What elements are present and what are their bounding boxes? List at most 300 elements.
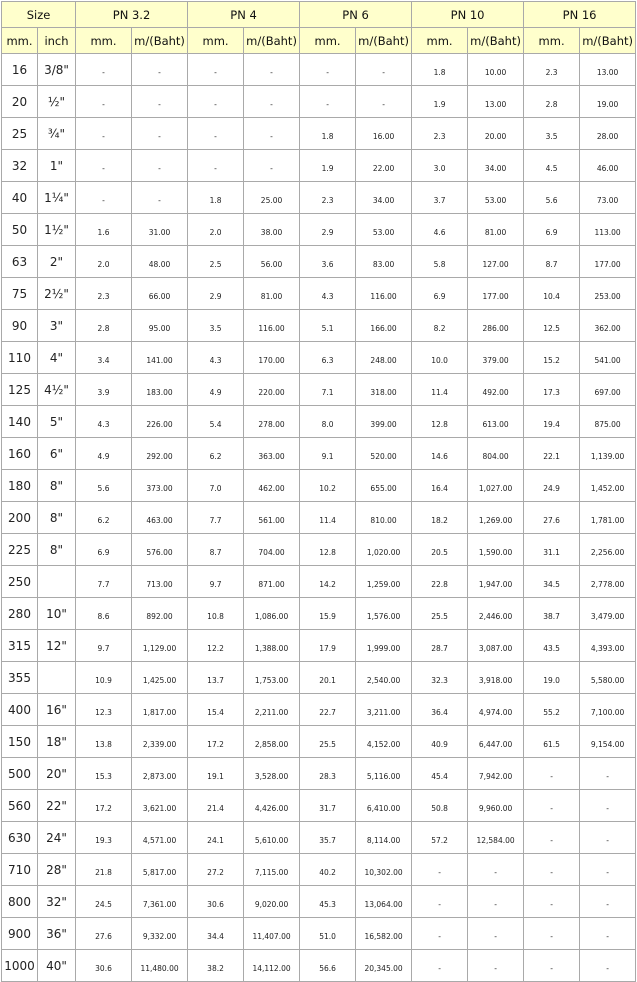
pn-6-header: PN 6 xyxy=(300,2,412,28)
pn16-thickness-cell: 19.4 xyxy=(524,406,580,438)
pn32-price-cell: 95.00 xyxy=(132,310,188,342)
pn10-price-cell: 2,446.00 xyxy=(468,598,524,630)
pn16-price-cell: - xyxy=(580,950,636,982)
pn4-thickness-cell: 17.2 xyxy=(188,726,244,758)
pn4-thickness-cell: 21.4 xyxy=(188,790,244,822)
pn6-thickness-cell: 2.3 xyxy=(300,182,356,214)
pn4-thickness-cell: 13.7 xyxy=(188,662,244,694)
table-row xyxy=(2,150,636,182)
pn32-price-cell: 4,571.00 xyxy=(132,822,188,854)
pn32-price-cell: 3,621.00 xyxy=(132,790,188,822)
table-row xyxy=(2,854,636,886)
pn4-thickness-cell: 2.5 xyxy=(188,246,244,278)
size-mm-cell: 225 xyxy=(2,534,38,566)
pn10-thickness-cell: 8.2 xyxy=(412,310,468,342)
size-mm-cell: 250 xyxy=(2,566,38,598)
size-inch-cell: 1¼" xyxy=(38,182,76,214)
size-inch-header: inch xyxy=(38,28,76,54)
pn4-price-cell: - xyxy=(244,86,300,118)
pn16-thickness-cell: 3.5 xyxy=(524,118,580,150)
pn10-thickness-cell: - xyxy=(412,950,468,982)
size-inch-cell: 20" xyxy=(38,758,76,790)
pn10-thickness-cell: 10.0 xyxy=(412,342,468,374)
pn10-price-cell: - xyxy=(468,918,524,950)
pn4-price-cell: 4,426.00 xyxy=(244,790,300,822)
pn32-price-cell: - xyxy=(132,182,188,214)
pn4-thickness-cell: 1.8 xyxy=(188,182,244,214)
size-inch-cell: 40" xyxy=(38,950,76,982)
pn10-thickness-cell: 28.7 xyxy=(412,630,468,662)
pn4-price-cell: 7,115.00 xyxy=(244,854,300,886)
pn16-price-cell: - xyxy=(580,790,636,822)
pn6-price-cell: 520.00 xyxy=(356,438,412,470)
size-inch-cell: 3" xyxy=(38,310,76,342)
pn10-price-cell: - xyxy=(468,950,524,982)
pn4-thickness-cell: 24.1 xyxy=(188,822,244,854)
pn4-thickness-cell: 2.9 xyxy=(188,278,244,310)
pn4-price-cell: 38.00 xyxy=(244,214,300,246)
size-inch-cell xyxy=(38,662,76,694)
pn6-price-cell: 6,410.00 xyxy=(356,790,412,822)
pn16-price-cell: - xyxy=(580,918,636,950)
pn10-thickness-cell: 16.4 xyxy=(412,470,468,502)
pn16-thickness-cell: 17.3 xyxy=(524,374,580,406)
pn-4-mm-header: mm. xyxy=(188,28,244,54)
pn4-price-cell: 278.00 xyxy=(244,406,300,438)
pn16-thickness-cell: - xyxy=(524,950,580,982)
pn16-thickness-cell: 2.8 xyxy=(524,86,580,118)
pn16-thickness-cell: 43.5 xyxy=(524,630,580,662)
size-mm-cell: 160 xyxy=(2,438,38,470)
pn-10-price-header: m/(Baht) xyxy=(468,28,524,54)
pn6-price-cell: 1,576.00 xyxy=(356,598,412,630)
pn16-thickness-cell: 10.4 xyxy=(524,278,580,310)
pn6-thickness-cell: 28.3 xyxy=(300,758,356,790)
pn16-price-cell: 73.00 xyxy=(580,182,636,214)
pn32-price-cell: - xyxy=(132,150,188,182)
pn10-thickness-cell: 57.2 xyxy=(412,822,468,854)
size-inch-cell xyxy=(38,566,76,598)
pn32-price-cell: 713.00 xyxy=(132,566,188,598)
pn10-thickness-cell: - xyxy=(412,854,468,886)
pn6-price-cell: 4,152.00 xyxy=(356,726,412,758)
pn10-price-cell: 53.00 xyxy=(468,182,524,214)
pn16-price-cell: - xyxy=(580,822,636,854)
pn32-price-cell: 48.00 xyxy=(132,246,188,278)
pn10-price-cell: 10.00 xyxy=(468,54,524,86)
pn32-thickness-cell: 8.6 xyxy=(76,598,132,630)
pn6-price-cell: - xyxy=(356,54,412,86)
pn32-price-cell: 2,873.00 xyxy=(132,758,188,790)
pn32-thickness-cell: 5.6 xyxy=(76,470,132,502)
table-row xyxy=(2,822,636,854)
pn16-thickness-cell: 19.0 xyxy=(524,662,580,694)
pn6-thickness-cell: 6.3 xyxy=(300,342,356,374)
pn6-thickness-cell: 20.1 xyxy=(300,662,356,694)
pn6-price-cell: 83.00 xyxy=(356,246,412,278)
pn32-thickness-cell: 4.9 xyxy=(76,438,132,470)
pn32-thickness-cell: 3.4 xyxy=(76,342,132,374)
pn16-thickness-cell: - xyxy=(524,758,580,790)
pn4-price-cell: 704.00 xyxy=(244,534,300,566)
pn6-price-cell: 13,064.00 xyxy=(356,886,412,918)
pn16-price-cell: 177.00 xyxy=(580,246,636,278)
pn4-thickness-cell: - xyxy=(188,86,244,118)
pn6-price-cell: 1,259.00 xyxy=(356,566,412,598)
pn32-thickness-cell: 4.3 xyxy=(76,406,132,438)
pn32-price-cell: - xyxy=(132,54,188,86)
size-inch-cell: 18" xyxy=(38,726,76,758)
pn4-thickness-cell: 7.0 xyxy=(188,470,244,502)
pn10-thickness-cell: 3.7 xyxy=(412,182,468,214)
pn32-price-cell: 1,817.00 xyxy=(132,694,188,726)
pn32-thickness-cell: 27.6 xyxy=(76,918,132,950)
pn32-price-cell: 1,425.00 xyxy=(132,662,188,694)
pn10-price-cell: 1,590.00 xyxy=(468,534,524,566)
table-row xyxy=(2,694,636,726)
pn16-price-cell: - xyxy=(580,758,636,790)
table-row xyxy=(2,310,636,342)
pn16-thickness-cell: 4.5 xyxy=(524,150,580,182)
pn16-price-cell: 7,100.00 xyxy=(580,694,636,726)
pn-4-price-header: m/(Baht) xyxy=(244,28,300,54)
pn16-thickness-cell: 55.2 xyxy=(524,694,580,726)
size-inch-cell: 8" xyxy=(38,470,76,502)
size-inch-cell: ½" xyxy=(38,86,76,118)
pn32-thickness-cell: 17.2 xyxy=(76,790,132,822)
pn6-price-cell: 53.00 xyxy=(356,214,412,246)
pn10-thickness-cell: 1.9 xyxy=(412,86,468,118)
pn10-price-cell: 613.00 xyxy=(468,406,524,438)
size-inch-cell: 12" xyxy=(38,630,76,662)
table-row xyxy=(2,470,636,502)
pn10-price-cell: 286.00 xyxy=(468,310,524,342)
pn10-thickness-cell: 25.5 xyxy=(412,598,468,630)
pn-10-header: PN 10 xyxy=(412,2,524,28)
pn4-thickness-cell: 27.2 xyxy=(188,854,244,886)
pn32-price-cell: 2,339.00 xyxy=(132,726,188,758)
pn6-thickness-cell: 10.2 xyxy=(300,470,356,502)
header-row-groups xyxy=(2,2,636,28)
pn6-price-cell: 8,114.00 xyxy=(356,822,412,854)
pn32-price-cell: 892.00 xyxy=(132,598,188,630)
pn4-thickness-cell: 2.0 xyxy=(188,214,244,246)
pn10-thickness-cell: 40.9 xyxy=(412,726,468,758)
pn4-thickness-cell: 4.3 xyxy=(188,342,244,374)
pn10-price-cell: - xyxy=(468,854,524,886)
pn4-price-cell: - xyxy=(244,150,300,182)
pn10-price-cell: 3,087.00 xyxy=(468,630,524,662)
pn4-price-cell: 220.00 xyxy=(244,374,300,406)
size-header: Size xyxy=(2,2,76,28)
pn16-price-cell: - xyxy=(580,854,636,886)
pn32-thickness-cell: 6.2 xyxy=(76,502,132,534)
pn10-thickness-cell: 5.8 xyxy=(412,246,468,278)
size-mm-cell: 200 xyxy=(2,502,38,534)
pn4-thickness-cell: 5.4 xyxy=(188,406,244,438)
pn6-price-cell: 399.00 xyxy=(356,406,412,438)
pn10-price-cell: 34.00 xyxy=(468,150,524,182)
pn6-price-cell: 655.00 xyxy=(356,470,412,502)
pn32-thickness-cell: 3.9 xyxy=(76,374,132,406)
size-mm-cell: 40 xyxy=(2,182,38,214)
pn10-thickness-cell: 11.4 xyxy=(412,374,468,406)
pn4-price-cell: 11,407.00 xyxy=(244,918,300,950)
pn-6-mm-header: mm. xyxy=(300,28,356,54)
table-row xyxy=(2,534,636,566)
pn16-price-cell: 9,154.00 xyxy=(580,726,636,758)
pn4-price-cell: 170.00 xyxy=(244,342,300,374)
pn10-thickness-cell: 6.9 xyxy=(412,278,468,310)
pn10-price-cell: 9,960.00 xyxy=(468,790,524,822)
pn10-thickness-cell: 22.8 xyxy=(412,566,468,598)
pn6-price-cell: 10,302.00 xyxy=(356,854,412,886)
pn32-thickness-cell: 24.5 xyxy=(76,886,132,918)
pn4-price-cell: 1,086.00 xyxy=(244,598,300,630)
pn4-thickness-cell: 3.5 xyxy=(188,310,244,342)
pn10-thickness-cell: 14.6 xyxy=(412,438,468,470)
pn6-thickness-cell: 11.4 xyxy=(300,502,356,534)
pn32-price-cell: 1,129.00 xyxy=(132,630,188,662)
size-inch-cell: 8" xyxy=(38,534,76,566)
table-row xyxy=(2,598,636,630)
pn16-thickness-cell: - xyxy=(524,822,580,854)
pn10-price-cell: 81.00 xyxy=(468,214,524,246)
pn10-thickness-cell: 32.3 xyxy=(412,662,468,694)
pn10-thickness-cell: 36.4 xyxy=(412,694,468,726)
pn6-thickness-cell: 25.5 xyxy=(300,726,356,758)
pn16-price-cell: 1,139.00 xyxy=(580,438,636,470)
pn6-price-cell: 116.00 xyxy=(356,278,412,310)
size-mm-cell: 16 xyxy=(2,54,38,86)
pn16-price-cell: 362.00 xyxy=(580,310,636,342)
size-mm-cell: 355 xyxy=(2,662,38,694)
pn16-price-cell: 2,778.00 xyxy=(580,566,636,598)
pn10-price-cell: 379.00 xyxy=(468,342,524,374)
table-row xyxy=(2,374,636,406)
pn32-thickness-cell: 1.6 xyxy=(76,214,132,246)
pn10-price-cell: - xyxy=(468,886,524,918)
pn4-price-cell: - xyxy=(244,118,300,150)
pn16-price-cell: - xyxy=(580,886,636,918)
pn6-thickness-cell: 4.3 xyxy=(300,278,356,310)
table-row xyxy=(2,278,636,310)
size-inch-cell: 10" xyxy=(38,598,76,630)
table-row xyxy=(2,342,636,374)
pn16-thickness-cell: 6.9 xyxy=(524,214,580,246)
pn10-thickness-cell: 2.3 xyxy=(412,118,468,150)
pn32-thickness-cell: - xyxy=(76,54,132,86)
size-mm-cell: 25 xyxy=(2,118,38,150)
pn6-price-cell: 318.00 xyxy=(356,374,412,406)
pn32-price-cell: - xyxy=(132,118,188,150)
size-inch-cell: 1½" xyxy=(38,214,76,246)
pn6-thickness-cell: - xyxy=(300,54,356,86)
size-mm-cell: 900 xyxy=(2,918,38,950)
table-row xyxy=(2,886,636,918)
table-row xyxy=(2,246,636,278)
size-mm-cell: 500 xyxy=(2,758,38,790)
table-row xyxy=(2,182,636,214)
size-mm-cell: 560 xyxy=(2,790,38,822)
pn4-price-cell: 116.00 xyxy=(244,310,300,342)
pn10-thickness-cell: - xyxy=(412,886,468,918)
pn-6-price-header: m/(Baht) xyxy=(356,28,412,54)
pn16-thickness-cell: 5.6 xyxy=(524,182,580,214)
pn32-thickness-cell: 2.0 xyxy=(76,246,132,278)
pn6-price-cell: 34.00 xyxy=(356,182,412,214)
pn16-price-cell: 697.00 xyxy=(580,374,636,406)
pn10-price-cell: 804.00 xyxy=(468,438,524,470)
pn6-price-cell: - xyxy=(356,86,412,118)
pn6-thickness-cell: 12.8 xyxy=(300,534,356,566)
pn32-thickness-cell: 10.9 xyxy=(76,662,132,694)
pn16-price-cell: 2,256.00 xyxy=(580,534,636,566)
size-inch-cell: 5" xyxy=(38,406,76,438)
pn32-thickness-cell: - xyxy=(76,86,132,118)
pn4-thickness-cell: 8.7 xyxy=(188,534,244,566)
pn10-thickness-cell: 50.8 xyxy=(412,790,468,822)
pn16-price-cell: 28.00 xyxy=(580,118,636,150)
pn4-thickness-cell: 9.7 xyxy=(188,566,244,598)
pn6-price-cell: 166.00 xyxy=(356,310,412,342)
pn32-thickness-cell: 2.3 xyxy=(76,278,132,310)
pn16-thickness-cell: - xyxy=(524,854,580,886)
table-row xyxy=(2,630,636,662)
pn10-price-cell: 7,942.00 xyxy=(468,758,524,790)
pn6-thickness-cell: 45.3 xyxy=(300,886,356,918)
size-inch-cell: 28" xyxy=(38,854,76,886)
size-mm-cell: 63 xyxy=(2,246,38,278)
pn-16-price-header: m/(Baht) xyxy=(580,28,636,54)
table-body xyxy=(2,54,636,982)
pn16-price-cell: 253.00 xyxy=(580,278,636,310)
pn32-thickness-cell: 2.8 xyxy=(76,310,132,342)
pn10-thickness-cell: 45.4 xyxy=(412,758,468,790)
size-inch-cell: 4" xyxy=(38,342,76,374)
pn4-price-cell: 5,610.00 xyxy=(244,822,300,854)
size-mm-cell: 280 xyxy=(2,598,38,630)
size-inch-cell: 32" xyxy=(38,886,76,918)
pn4-thickness-cell: 30.6 xyxy=(188,886,244,918)
pn-16-header: PN 16 xyxy=(524,2,636,28)
table-row xyxy=(2,214,636,246)
pn16-price-cell: 541.00 xyxy=(580,342,636,374)
size-inch-cell: 2½" xyxy=(38,278,76,310)
table-row xyxy=(2,918,636,950)
pn6-price-cell: 248.00 xyxy=(356,342,412,374)
size-mm-cell: 630 xyxy=(2,822,38,854)
pn6-price-cell: 5,116.00 xyxy=(356,758,412,790)
size-mm-cell: 32 xyxy=(2,150,38,182)
pn32-thickness-cell: 19.3 xyxy=(76,822,132,854)
pn4-thickness-cell: 7.7 xyxy=(188,502,244,534)
pn10-price-cell: 4,974.00 xyxy=(468,694,524,726)
pn16-thickness-cell: 8.7 xyxy=(524,246,580,278)
table-row xyxy=(2,118,636,150)
pn32-thickness-cell: - xyxy=(76,150,132,182)
pn6-thickness-cell: 9.1 xyxy=(300,438,356,470)
pn6-thickness-cell: 51.0 xyxy=(300,918,356,950)
pn6-thickness-cell: 31.7 xyxy=(300,790,356,822)
pn10-thickness-cell: 4.6 xyxy=(412,214,468,246)
size-mm-cell: 400 xyxy=(2,694,38,726)
pn16-price-cell: 113.00 xyxy=(580,214,636,246)
size-mm-header: mm. xyxy=(2,28,38,54)
pn10-price-cell: 127.00 xyxy=(468,246,524,278)
pn6-thickness-cell: 3.6 xyxy=(300,246,356,278)
pn-16-mm-header: mm. xyxy=(524,28,580,54)
pn32-thickness-cell: 21.8 xyxy=(76,854,132,886)
size-mm-cell: 75 xyxy=(2,278,38,310)
pn6-price-cell: 20,345.00 xyxy=(356,950,412,982)
size-inch-cell: ¾" xyxy=(38,118,76,150)
pn6-thickness-cell: 8.0 xyxy=(300,406,356,438)
pn16-thickness-cell: 27.6 xyxy=(524,502,580,534)
pn6-price-cell: 2,540.00 xyxy=(356,662,412,694)
size-inch-cell: 6" xyxy=(38,438,76,470)
size-mm-cell: 800 xyxy=(2,886,38,918)
pn32-price-cell: 463.00 xyxy=(132,502,188,534)
pn10-thickness-cell: 20.5 xyxy=(412,534,468,566)
pn16-thickness-cell: 38.7 xyxy=(524,598,580,630)
size-mm-cell: 125 xyxy=(2,374,38,406)
pn6-price-cell: 1,020.00 xyxy=(356,534,412,566)
pn6-thickness-cell: 17.9 xyxy=(300,630,356,662)
pn32-price-cell: 576.00 xyxy=(132,534,188,566)
pn6-thickness-cell: 22.7 xyxy=(300,694,356,726)
pn-10-mm-header: mm. xyxy=(412,28,468,54)
pn-3-2-price-header: m/(Baht) xyxy=(132,28,188,54)
pn4-price-cell: 462.00 xyxy=(244,470,300,502)
pn16-price-cell: 875.00 xyxy=(580,406,636,438)
pn4-price-cell: 3,528.00 xyxy=(244,758,300,790)
size-inch-cell: 36" xyxy=(38,918,76,950)
table-row xyxy=(2,86,636,118)
pn10-price-cell: 6,447.00 xyxy=(468,726,524,758)
pn6-thickness-cell: 40.2 xyxy=(300,854,356,886)
pn4-thickness-cell: - xyxy=(188,54,244,86)
pn32-thickness-cell: - xyxy=(76,118,132,150)
pn6-thickness-cell: - xyxy=(300,86,356,118)
pn16-price-cell: 1,781.00 xyxy=(580,502,636,534)
pn16-price-cell: 46.00 xyxy=(580,150,636,182)
pn32-price-cell: 141.00 xyxy=(132,342,188,374)
pn4-price-cell: 14,112.00 xyxy=(244,950,300,982)
pn4-price-cell: 2,858.00 xyxy=(244,726,300,758)
pn32-thickness-cell: 13.8 xyxy=(76,726,132,758)
size-inch-cell: 8" xyxy=(38,502,76,534)
pn-3-2-header: PN 3.2 xyxy=(76,2,188,28)
pn32-price-cell: 292.00 xyxy=(132,438,188,470)
pn6-thickness-cell: 1.9 xyxy=(300,150,356,182)
pn4-price-cell: 871.00 xyxy=(244,566,300,598)
pn10-price-cell: 492.00 xyxy=(468,374,524,406)
pn10-price-cell: 3,918.00 xyxy=(468,662,524,694)
pn16-thickness-cell: 22.1 xyxy=(524,438,580,470)
pn16-price-cell: 13.00 xyxy=(580,54,636,86)
pn10-price-cell: 12,584.00 xyxy=(468,822,524,854)
pn32-price-cell: 373.00 xyxy=(132,470,188,502)
table-row xyxy=(2,950,636,982)
table-row xyxy=(2,726,636,758)
pn32-thickness-cell: 15.3 xyxy=(76,758,132,790)
pn10-price-cell: 1,027.00 xyxy=(468,470,524,502)
pn-3-2-mm-header: mm. xyxy=(76,28,132,54)
pn16-thickness-cell: 61.5 xyxy=(524,726,580,758)
pn4-thickness-cell: 6.2 xyxy=(188,438,244,470)
pn4-thickness-cell: 34.4 xyxy=(188,918,244,950)
